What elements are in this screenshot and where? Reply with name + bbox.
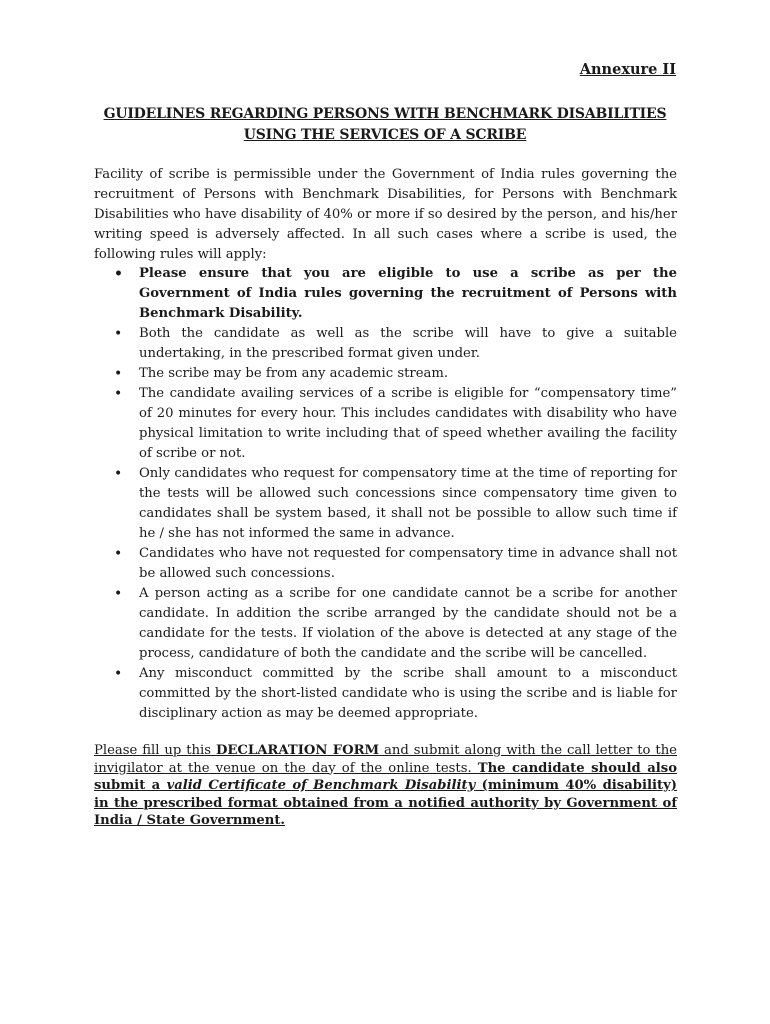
rule-item-undertaking: • Both the candidate as well as the scribe will have to give a suitable undertaking, in the prescribed format given under. <box>94 324 677 364</box>
declaration-form-name: DECLARATION FORM <box>215 743 380 758</box>
rule-item-compensatory-time: • The candidate availing services of a scribe is eligible for “compensatory time” of 20 minutes for every hour. This includes candidates with disability who have physical limitation to write including that of speed whether availing the facility of scribe or not. <box>94 384 677 464</box>
rules-list <box>94 264 677 724</box>
declaration-text-4: (minimum 40% disability) in the prescribed format obtained from a notified authority by Government of India / State Government. <box>94 778 678 828</box>
rule-item-one-scribe: • A person acting as a scribe for one candidate cannot be a scribe for another candidate. In addition the scribe arranged by the candidate should not be a candidate for the tests. If violation of the above is detected at any stage of the process, candidature of both the candidate and the scribe will be cancelled. <box>94 584 677 664</box>
document-title <box>94 104 676 146</box>
title-line-1: GUIDELINES REGARDING PERSONS WITH BENCHMARK DISABILITIES <box>103 106 667 122</box>
title-line-2: USING THE SERVICES OF A SCRIBE <box>243 127 527 143</box>
certificate-name: valid Certificate of Benchmark Disability <box>166 778 476 793</box>
declaration-text-1: Please fill up this <box>94 743 216 758</box>
declaration-paragraph <box>94 742 677 830</box>
rule-item-no-request: • Candidates who have not requested for compensatory time in advance shall not be allowed such concessions. <box>94 544 677 584</box>
rule-item-academic-stream: • The scribe may be from any academic stream. <box>94 364 677 384</box>
declaration-text-2: and submit along with the call letter to the invigilator at the venue on the day of the online tests. <box>94 743 677 776</box>
intro-paragraph: Facility of scribe is permissible under the Government of India rules governing the recruitment of Persons with Benchmark Disabilities, for Persons with Benchmark Disabilities who have disability of 40% or more if so desired by the person, and his/her writing speed is adversely affected. In all such cases where a scribe is used, the following rules will apply: <box>94 167 677 262</box>
rule-item-misconduct: • Any misconduct committed by the scribe shall amount to a misconduct committed by the short-listed candidate who is using the scribe and is liable for disciplinary action as may be deemed appropriate. <box>94 664 677 724</box>
annexure-label: Annexure II <box>579 61 676 78</box>
rule-item-eligibility: • Please ensure that you are eligible to use a scribe as per the Government of India rules governing the recruitment of Persons with Benchmark Disability. <box>94 264 677 324</box>
rule-item-request-time: • Only candidates who request for compensatory time at the time of reporting for the tests will be allowed such concessions since compensatory time given to candidates shall be system based, it shall not be possible to allow such time if he / she has not informed the same in advance. <box>94 464 677 544</box>
declaration-text-3: The candidate should also submit a <box>94 760 677 793</box>
